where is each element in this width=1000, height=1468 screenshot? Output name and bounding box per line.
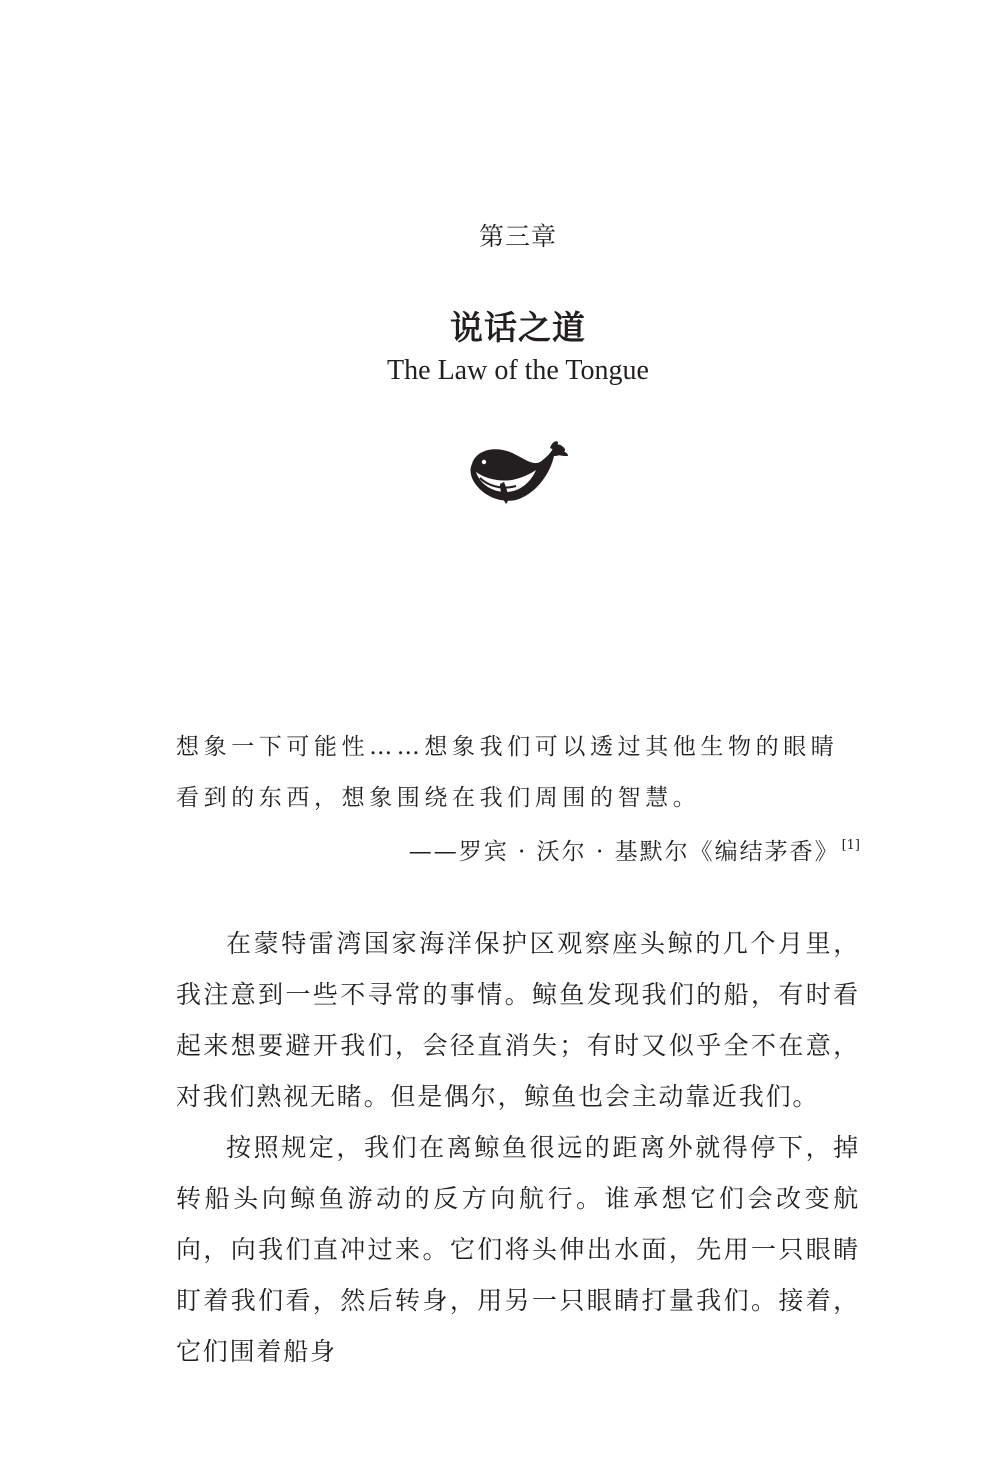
footnote-reference[interactable]: [1] <box>841 838 860 853</box>
body-text <box>176 918 860 1377</box>
epigraph <box>176 722 860 874</box>
paragraph: 在蒙特雷湾国家海洋保护区观察座头鲸的几个月里，我注意到一些不寻常的事情。鲸鱼发现我们的船，有时看起来想要避开我们，会径直消失；有时又似乎全不在意，对我们熟视无睹。但是偶尔，鲸鱼也会主动靠近我们。 <box>176 929 860 1111</box>
whale-icon <box>466 440 570 506</box>
chapter-title: 说话之道 <box>450 308 586 347</box>
epigraph-attribution <box>176 824 860 874</box>
epigraph-attribution-text: ——罗宾 · 沃尔 · 基默尔《编结茅香》 <box>408 839 840 865</box>
paragraph: 按照规定，我们在离鲸鱼很远的距离外就得停下，掉转船头向鲸鱼游动的反方向航行。谁承想它们会改变航向，向我们直冲过来。它们将头伸出水面，先用一只眼睛盯着我们看，然后转身，用另一只眼睛打量我们。接着，它们围着船身 <box>176 1133 860 1366</box>
chapter-label: 第三章 <box>478 222 557 251</box>
chapter-subtitle: The Law of the Tongue <box>387 355 649 386</box>
epigraph-text: 想象一下可能性……想象我们可以透过其他生物的眼睛看到的东西，想象围绕在我们周围的智慧。 <box>176 734 839 811</box>
